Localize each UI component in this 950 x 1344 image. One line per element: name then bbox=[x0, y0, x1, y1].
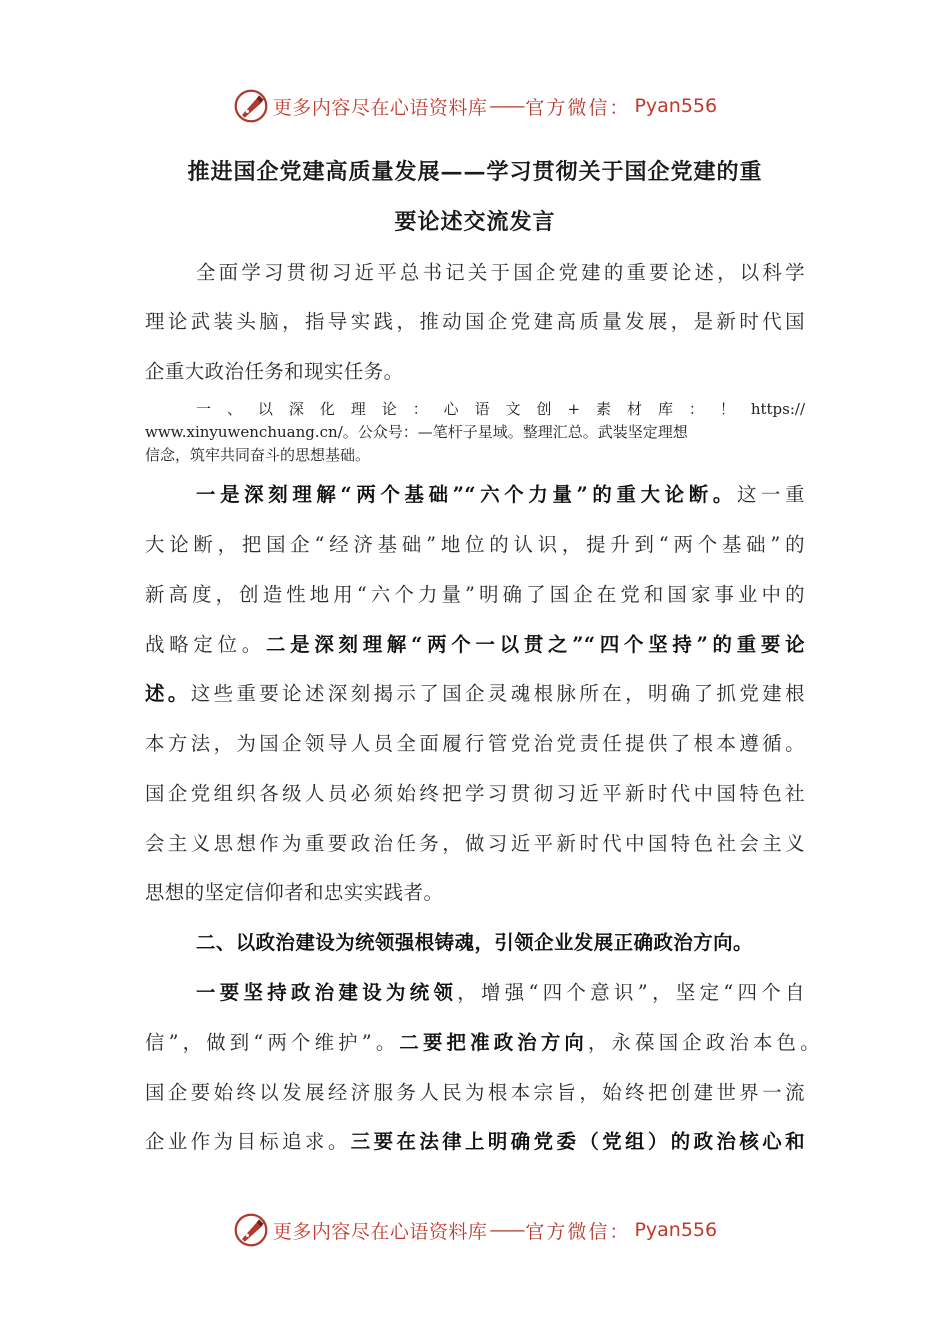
paragraph-1-line: 企重大政治任务和现实任务。 bbox=[145, 360, 404, 383]
paragraph-1-line: 理论武装头脑，指导实践，推动国企党建高质量发展，是新时代国 bbox=[145, 310, 805, 333]
paragraph-3-line: 信”，做到“两个维护”。二要把准政治方向，永葆国企政治本色。 bbox=[145, 1031, 821, 1054]
document-title-line-2: 要论述交流发言 bbox=[394, 209, 556, 235]
paragraph-3-line: 企业作为目标追求。三要在法律上明确党委（党组）的政治核心和 bbox=[145, 1130, 805, 1153]
bold-phrase: 二要把准政治方向 bbox=[399, 1031, 588, 1054]
banner-site-text: 更多内容尽在心语资料库 bbox=[272, 96, 488, 119]
banner-site-text: 更多内容尽在心语资料库 bbox=[272, 1220, 488, 1243]
pen-nib-logo-icon bbox=[233, 88, 269, 124]
banner-wechat-label: 官方微信： bbox=[525, 96, 631, 119]
bold-phrase: 二是深刻理解“两个一以贯之”“四个坚持”的重要论 bbox=[265, 633, 806, 656]
header-banner bbox=[0, 84, 950, 128]
section-1-heading-line: www.xinyuwenchuang.cn/。公众号：—笔杆子星域。整理汇总。武装坚定理想 bbox=[145, 423, 688, 441]
bold-phrase: 述。 bbox=[145, 682, 191, 705]
paragraph-2-line: 本方法，为国企领导人员全面履行管党治党责任提供了根本遵循。 bbox=[145, 732, 805, 755]
bold-phrase: 一要坚持政治建设为统领 bbox=[196, 981, 458, 1004]
section-1-heading-line: 信念，筑牢共同奋斗的思想基础。 bbox=[145, 446, 371, 464]
footer-banner bbox=[0, 1208, 950, 1252]
pen-nib-logo-icon bbox=[233, 1212, 269, 1248]
paragraph-3-line: 一要坚持政治建设为统领，增强“四个意识”，坚定“四个自 bbox=[196, 981, 805, 1004]
banner-dash: —— bbox=[489, 95, 524, 117]
banner-dash: —— bbox=[489, 1219, 524, 1241]
paragraph-2-line: 大论断，把国企“经济基础”地位的认识，提升到“两个基础”的 bbox=[145, 533, 805, 556]
document-title-line-1: 推进国企党建高质量发展——学习贯彻关于国企党建的重 bbox=[187, 159, 763, 185]
paragraph-2-line: 国企党组织各级人员必须始终把学习贯彻习近平新时代中国特色社 bbox=[145, 782, 805, 805]
paragraph-2-line: 战略定位。二是深刻理解“两个一以贯之”“四个坚持”的重要论 bbox=[145, 633, 806, 656]
banner-wechat-id: Pyan556 bbox=[634, 1219, 718, 1241]
paragraph-2-line: 会主义思想作为重要政治任务，做习近平新时代中国特色社会主义 bbox=[145, 832, 805, 855]
banner-wechat-id: Pyan556 bbox=[634, 95, 718, 117]
paragraph-2-line: 新高度，创造性地用“六个力量”明确了国企在党和国家事业中的 bbox=[145, 583, 805, 606]
paragraph-2-line: 述。这些重要论述深刻揭示了国企灵魂根脉所在，明确了抓党建根 bbox=[145, 682, 806, 705]
banner-wechat-label: 官方微信： bbox=[525, 1220, 631, 1243]
paragraph-2-line: 思想的坚定信仰者和忠实实践者。 bbox=[145, 881, 444, 904]
bold-phrase: 三要在法律上明确党委（党组）的政治核心和 bbox=[350, 1130, 805, 1153]
paragraph-2-line: 一是深刻理解“两个基础”“六个力量”的重大论断。这一重 bbox=[196, 483, 806, 506]
paragraph-3-line: 国企要始终以发展经济服务人民为根本宗旨，始终把创建世界一流 bbox=[145, 1081, 805, 1104]
section-2-heading: 二、以政治建设为统领强根铸魂，引领企业发展正确政治方向。 bbox=[196, 931, 753, 954]
paragraph-1-line: 全面学习贯彻习近平总书记关于国企党建的重要论述，以科学 bbox=[196, 261, 805, 284]
bold-phrase: 一是深刻理解“两个基础”“六个力量”的重大论断。 bbox=[196, 483, 737, 506]
section-1-heading-line: 一、以深化理论：心语文创+素材库：！https:// bbox=[196, 400, 805, 418]
